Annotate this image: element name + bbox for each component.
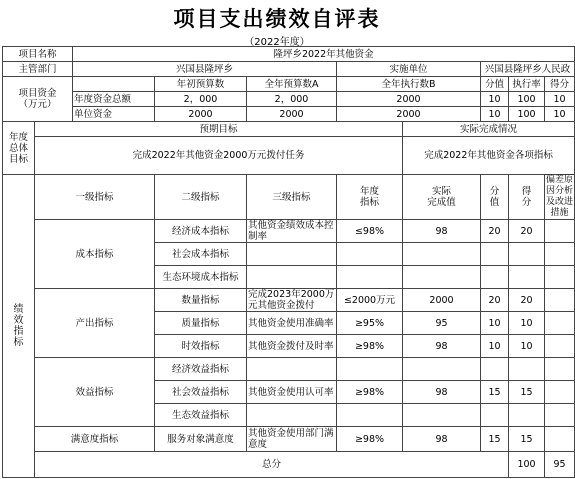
unit-points: 10 [545, 107, 575, 122]
reason-cell [545, 358, 575, 381]
level3-cell [247, 243, 337, 266]
total-label: 总分 [35, 452, 509, 478]
level2-cell: 质量指标 [155, 312, 247, 335]
target-cell: ≥98% [337, 427, 403, 452]
points-cell [509, 404, 545, 427]
header-level1: 一级指标 [35, 175, 155, 220]
points-cell: 20 [509, 220, 545, 243]
header-annual-target: 年度 指标 [337, 175, 403, 220]
dept-value: 兴国县隆坪乡 [73, 62, 337, 77]
page-title: 项目支出绩效自评表 [173, 6, 381, 31]
target-cell [337, 358, 403, 381]
points-cell [509, 358, 545, 381]
expected-goal-text: 完成2022年其他资金2000万元拨付任务 [35, 137, 403, 175]
actual-cell [403, 243, 481, 266]
level2-cell: 经济效益指标 [155, 358, 247, 381]
unit-funds-label: 单位资金 [73, 107, 155, 122]
unit-exec: 2000 [337, 107, 481, 122]
header-deviation-reason: 偏差原因分析 及改进措施 [546, 175, 574, 218]
perf-label: 绩 效 指 标 [3, 175, 35, 478]
actual-cell: 95 [403, 312, 481, 335]
reason-cell [545, 289, 575, 312]
category-benefit: 效益指标 [35, 358, 155, 427]
category-satisfaction: 满意度指标 [35, 427, 155, 452]
score-cell [481, 404, 509, 427]
level2-cell: 时效指标 [155, 335, 247, 358]
level2-cell: 数量指标 [155, 289, 247, 312]
score-cell: 15 [481, 381, 509, 404]
level2-cell: 经济成本指标 [155, 220, 247, 243]
level3-cell: 完成2023年2000万元其他资金拨付 [247, 289, 337, 312]
col-exec-rate: 执行率 [509, 77, 545, 92]
total-points: 10 [545, 92, 575, 107]
level2-cell: 生态效益指标 [155, 404, 247, 427]
target-cell [337, 404, 403, 427]
reason-cell [545, 312, 575, 335]
col-points: 得分 [545, 77, 575, 92]
score-cell: 20 [481, 289, 509, 312]
project-name-label: 项目名称 [3, 47, 73, 62]
target-cell: ≥98% [337, 381, 403, 404]
level3-cell [247, 358, 337, 381]
category-output: 产出指标 [35, 289, 155, 358]
reason-cell [545, 243, 575, 266]
reason-cell [545, 335, 575, 358]
header-actual-value: 实际 完成值 [403, 175, 481, 220]
score-cell: 20 [481, 220, 509, 243]
total-initial: 2，000 [155, 92, 247, 107]
level3-cell: 其他资金使用部门满意度 [247, 427, 337, 452]
level3-cell [247, 266, 337, 289]
goals-label: 年度 总体 目标 [3, 122, 35, 175]
reason-cell [545, 404, 575, 427]
target-cell: ≤2000万元 [337, 289, 403, 312]
col-full-exec: 全年执行数B [337, 77, 481, 92]
header-score: 分 值 [481, 175, 509, 220]
total-full: 2，000 [247, 92, 337, 107]
score-cell [481, 358, 509, 381]
header-points: 得 分 [509, 175, 545, 220]
actual-cell [403, 358, 481, 381]
score-cell: 10 [481, 335, 509, 358]
actual-cell: 98 [403, 381, 481, 404]
level2-cell: 服务对象满意度 [155, 427, 247, 452]
report-year: （2022年度） [244, 37, 310, 48]
level3-cell: 其他资金使用认可率 [247, 381, 337, 404]
total-funds-label: 年度资金总额 [73, 92, 155, 107]
actual-cell: 98 [403, 427, 481, 452]
target-cell: ≥98% [337, 335, 403, 358]
total-points-value: 95 [545, 452, 575, 478]
level2-cell: 社会成本指标 [155, 243, 247, 266]
impl-value: 兴国县隆坪乡人民政 [481, 62, 575, 77]
funds-label: 项目资金 （万元） [3, 77, 73, 122]
evaluation-table [2, 46, 575, 478]
reason-cell [545, 381, 575, 404]
points-cell [509, 243, 545, 266]
score-cell [481, 266, 509, 289]
reason-cell [545, 266, 575, 289]
score-cell: 15 [481, 427, 509, 452]
level3-cell: 其他资金绩效成本控制率 [247, 220, 337, 243]
points-cell: 15 [509, 427, 545, 452]
actual-cell: 98 [403, 220, 481, 243]
target-cell [337, 243, 403, 266]
points-cell [509, 266, 545, 289]
actual-cell: 98 [403, 335, 481, 358]
actual-completion-header: 实际完成情况 [403, 122, 575, 137]
unit-rate: 100 [509, 107, 545, 122]
level2-cell: 社会效益指标 [155, 381, 247, 404]
points-cell: 10 [509, 335, 545, 358]
dept-label: 主管部门 [3, 62, 73, 77]
actual-cell [403, 404, 481, 427]
level3-cell: 其他资金拨付及时率 [247, 335, 337, 358]
total-rate: 100 [509, 92, 545, 107]
score-cell [481, 243, 509, 266]
header-level2: 二级指标 [155, 175, 247, 220]
points-cell: 20 [509, 289, 545, 312]
col-score: 分值 [481, 77, 509, 92]
category-cost: 成本指标 [35, 220, 155, 289]
reason-cell [545, 220, 575, 243]
actual-cell: 2000 [403, 289, 481, 312]
total-score: 10 [481, 92, 509, 107]
actual-completion-text: 完成2022年其他资金各项指标 [403, 137, 575, 175]
unit-initial: 2000 [155, 107, 247, 122]
points-cell: 15 [509, 381, 545, 404]
header-level3: 三级指标 [247, 175, 337, 220]
unit-full: 2000 [247, 107, 337, 122]
total-score-value: 100 [509, 452, 545, 478]
expected-goal-header: 预期目标 [35, 122, 403, 137]
project-name-value: 隆坪乡2022年其他资金 [73, 47, 575, 62]
points-cell: 10 [509, 312, 545, 335]
funds-blank-cell [73, 77, 155, 92]
target-cell: ≤98% [337, 220, 403, 243]
target-cell: ≥95% [337, 312, 403, 335]
score-cell: 10 [481, 312, 509, 335]
total-exec: 2000 [337, 92, 481, 107]
actual-cell [403, 266, 481, 289]
impl-label: 实施单位 [337, 62, 481, 77]
level3-cell: 其他资金使用准确率 [247, 312, 337, 335]
unit-score: 10 [481, 107, 509, 122]
col-full-budget: 全年预算数A [247, 77, 337, 92]
level3-cell [247, 404, 337, 427]
col-initial-budget: 年初预算数 [155, 77, 247, 92]
target-cell [337, 266, 403, 289]
level2-cell: 生态环境成本指标 [155, 266, 247, 289]
reason-cell [545, 427, 575, 452]
